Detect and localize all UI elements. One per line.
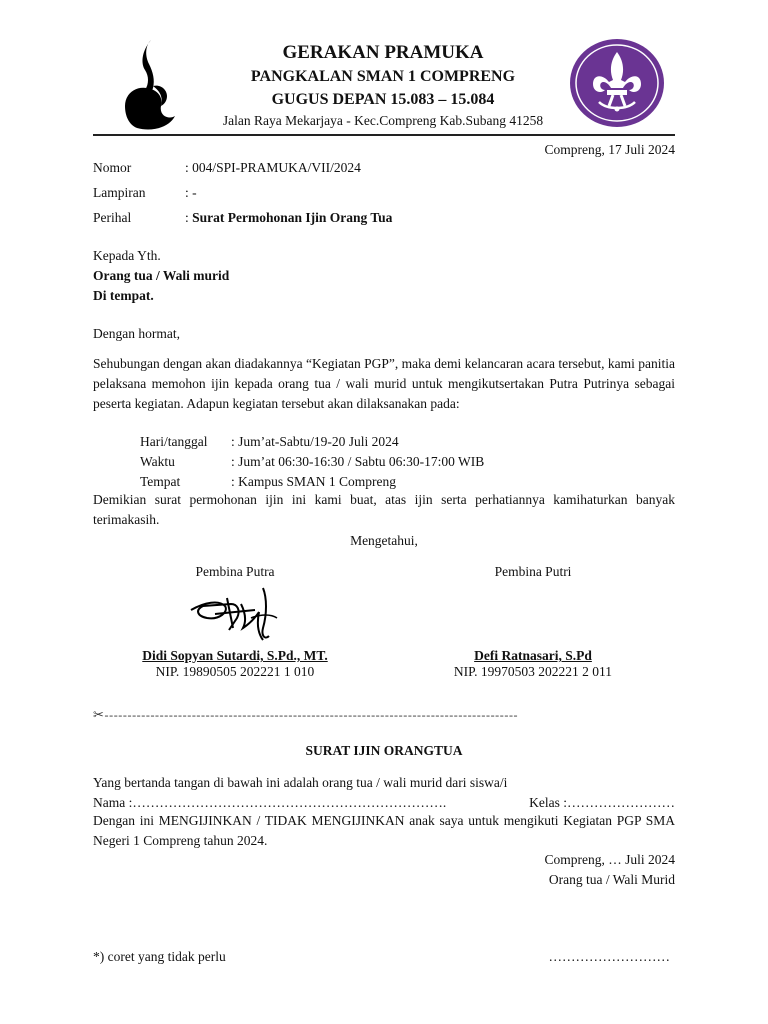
address-line: Jalan Raya Mekarjaya - Kec.Compreng Kab.Subang 41258	[222, 113, 544, 128]
handwritten-signature	[185, 584, 285, 644]
organization-title: GERAKAN PRAMUKA	[282, 42, 484, 63]
meta-value-nomor: : 004/SPI-PRAMUKA/VII/2024	[185, 160, 361, 175]
slip-class-field: Kelas :……………………	[529, 795, 675, 810]
slip-signer-role: Orang tua / Wali Murid	[548, 872, 675, 887]
meta-value-perihal	[185, 208, 665, 228]
slip-title: SURAT IJIN ORANGTUA	[305, 743, 463, 758]
base-title: PANGKALAN SMAN 1 COMPRENG	[250, 68, 516, 85]
meta-perihal-subject: Surat Permohonan Ijin Orang Tua	[192, 210, 393, 225]
troop-title: GUGUS DEPAN 15.083 – 15.084	[271, 91, 495, 108]
signer-nip-putri: NIP. 19970503 202221 2 011	[453, 664, 613, 679]
signer-name-putra: Didi Sopyan Sutardi, S.Pd., MT.	[142, 648, 328, 663]
detail-label-date: Hari/tanggal	[140, 434, 208, 449]
signer-nip-putra: NIP. 19890505 202221 1 010	[155, 664, 315, 679]
meta-perihal-colon: :	[185, 210, 193, 225]
meta-label-perihal: Perihal	[93, 210, 132, 225]
detail-label-time: Waktu	[140, 454, 175, 469]
slip-consent-line: Dengan ini MENGIJINKAN / TIDAK MENGIJINKAN anak saya untuk mengikuti Kegiatan PGP SMA Negeri 1 Compreng tahun 2024.	[93, 813, 675, 848]
recipient-line3: Di tempat.	[93, 288, 154, 303]
slip-line1: Yang bertanda tangan di bawah ini adalah orang tua / wali murid dari siswa/i	[93, 775, 508, 790]
detail-value-time: : Jum’at 06:30-16:30 / Sabtu 06:30-17:00 WIB	[231, 454, 485, 469]
acknowledged-label: Mengetahui,	[350, 533, 418, 548]
header-divider	[93, 134, 675, 136]
detail-value-date: : Jum’at-Sabtu/19-20 Juli 2024	[231, 434, 399, 449]
meta-value-lampiran: : -	[185, 185, 197, 200]
letter-date: Compreng, 17 Juli 2024	[544, 142, 675, 157]
recipient-line2: Orang tua / Wali murid	[93, 268, 230, 283]
detail-label-place: Tempat	[140, 474, 181, 489]
signer-role-putri: Pembina Putri	[494, 564, 572, 579]
tunas-kelapa-logo-icon	[115, 36, 181, 132]
scissors-icon: ✂	[93, 708, 105, 723]
scout-fleur-de-lis-logo-icon	[569, 38, 665, 128]
recipient-line1: Kepada Yth.	[93, 248, 161, 263]
letter-body: Sehubungan dengan akan diadakannya “Kegiatan PGP”, maka demi kelancaran acara tersebut, kami panitia pelaksana memohon ijin kepada orang tua / wali murid untuk mengikutsertakan Putra Putrinya sebagai peserta kegiatan. Adapun kegiatan tersebut akan dilaksanakan pada:	[93, 356, 675, 411]
meta-label-nomor: Nomor	[93, 160, 132, 175]
greeting: Dengan hormat,	[93, 326, 180, 341]
meta-label-lampiran: Lampiran	[93, 185, 146, 200]
signer-role-putra: Pembina Putra	[195, 564, 275, 579]
footnote: *) coret yang tidak perlu	[93, 949, 226, 964]
cut-dashes: ------------------------------------------------------------------------------------------	[104, 708, 519, 722]
cut-line	[93, 708, 673, 723]
detail-value-place: : Kampus SMAN 1 Compreng	[231, 474, 396, 489]
slip-name-field: Nama :…………………………………………………………….	[93, 795, 447, 810]
closing-paragraph: Demikian surat permohonan ijin ini kami buat, atas ijin serta perhatiannya kamihaturkan banyak terimakasih.	[93, 492, 675, 527]
slip-signature-line: ………………………	[548, 949, 670, 964]
signer-name-putri: Defi Ratnasari, S.Pd	[474, 648, 592, 663]
slip-date: Compreng, … Juli 2024	[544, 852, 675, 867]
